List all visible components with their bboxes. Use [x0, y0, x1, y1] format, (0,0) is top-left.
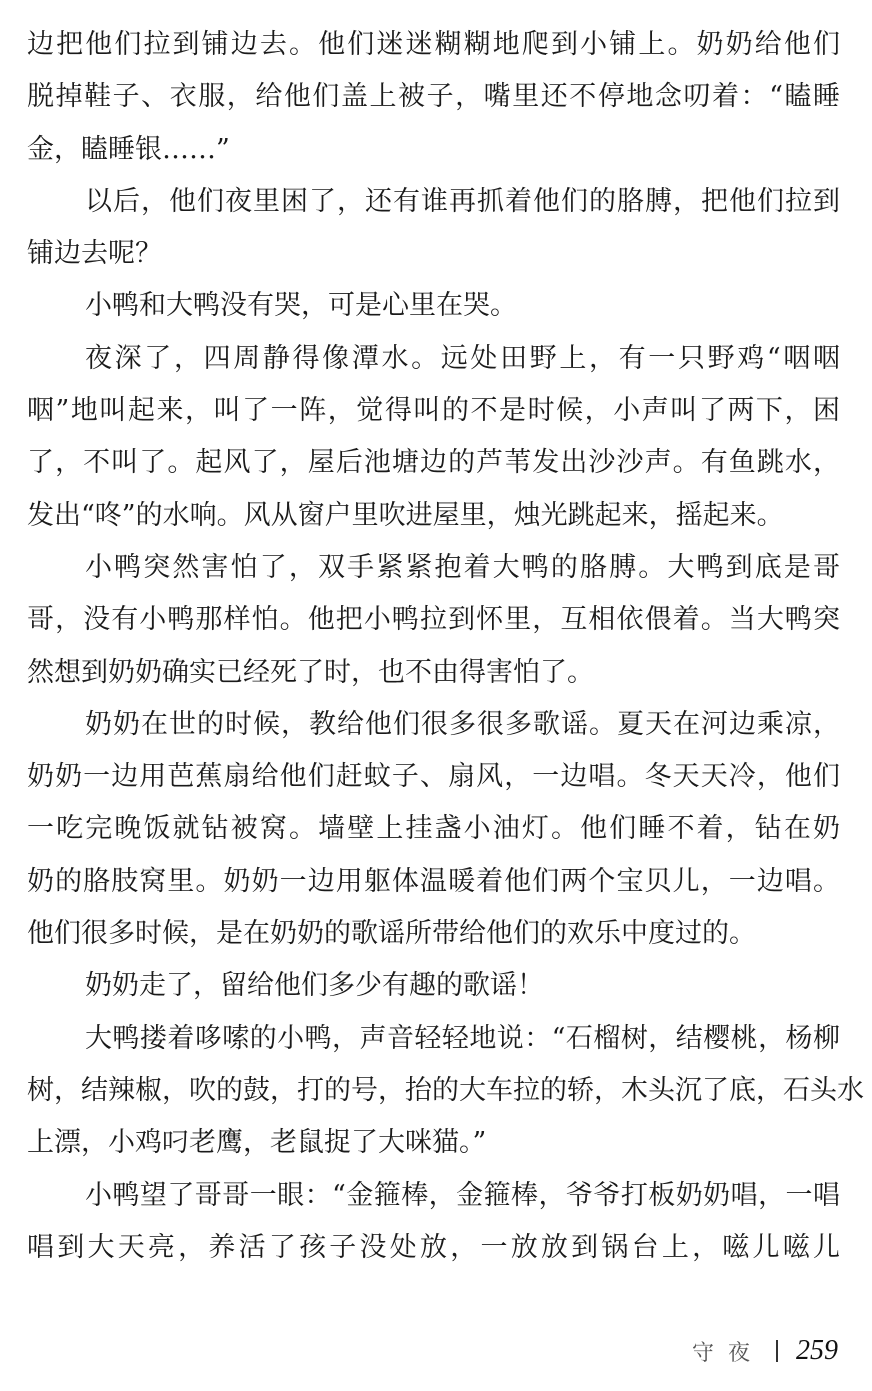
text-line: 树，结辣椒，吹的鼓，打的号，抬的大车拉的轿，木头沉了底，石头水: [27, 1074, 864, 1106]
text-line: 奶的胳肢窝里。奶奶一边用躯体温暖着他们两个宝贝儿，一边唱。: [27, 865, 840, 897]
text-line: 边把他们拉到铺边去。他们迷迷糊糊地爬到小铺上。奶奶给他们: [27, 29, 840, 60]
text-line: 了，不叫了。起风了，屋后池塘边的芦苇发出沙沙声。有鱼跳水，: [27, 447, 840, 479]
text-line: 奶奶一边用芭蕉扇给他们赶蚊子、扇风，一边唱。冬天天冷，他们: [27, 761, 840, 793]
text-line: 一吃完晚饭就钻被窝。墙壁上挂盏小油灯。他们睡不着，钻在奶: [27, 813, 840, 845]
text-line: 以后，他们夜里困了，还有谁再抓着他们的胳膊，把他们拉到: [85, 185, 840, 217]
footer-divider: [776, 1340, 778, 1362]
text-line: 奶奶走了，留给他们多少有趣的歌谣！: [85, 970, 544, 1002]
text-line: 小鸭和大鸭没有哭，可是心里在哭。: [85, 290, 517, 322]
page-body: [27, 19, 864, 1274]
text-line: 他们很多时候，是在奶奶的歌谣所带给他们的欢乐中度过的。: [27, 918, 756, 950]
text-line: 铺边去呢？: [27, 238, 162, 270]
text-line: 小鸭望了哥哥一眼：“金箍棒，金箍棒，爷爷打板奶奶唱，一唱: [85, 1179, 840, 1211]
text-line: 大鸭搂着哆嗦的小鸭，声音轻轻地说：“石榴树，结樱桃，杨柳: [85, 1022, 840, 1054]
page-number: 259: [796, 1335, 838, 1366]
text-line: 上漂，小鸡叼老鹰，老鼠捉了大咪猫。”: [27, 1127, 487, 1159]
text-line: 发出“咚”的水响。风从窗户里吹进屋里，烛光跳起来，摇起来。: [27, 499, 784, 531]
text-line: 奶奶在世的时候，教给他们很多很多歌谣。夏天在河边乘凉，: [85, 708, 840, 740]
text-line: 金，瞌睡银……”: [27, 133, 230, 165]
page-footer: [692, 1333, 838, 1369]
text-line: 唱到大天亮，养活了孩子没处放，一放放到锅台上，嗞儿嗞儿: [27, 1231, 840, 1263]
text-line: 咽”地叫起来，叫了一阵，觉得叫的不是时候，小声叫了两下，困: [27, 395, 840, 427]
text-line: 夜深了，四周静得像潭水。远处田野上，有一只野鸡“咽咽: [85, 342, 840, 374]
running-title: 守夜: [691, 1340, 764, 1366]
text-line: 脱掉鞋子、衣服，给他们盖上被子，嘴里还不停地念叨着：“瞌睡: [27, 81, 840, 113]
text-line: 然想到奶奶确实已经死了时，也不由得害怕了。: [27, 656, 594, 688]
text-line: 小鸭突然害怕了，双手紧紧抱着大鸭的胳膊。大鸭到底是哥: [85, 551, 840, 583]
text-line: 哥，没有小鸭那样怕。他把小鸭拉到怀里，互相依偎着。当大鸭突: [27, 604, 840, 636]
